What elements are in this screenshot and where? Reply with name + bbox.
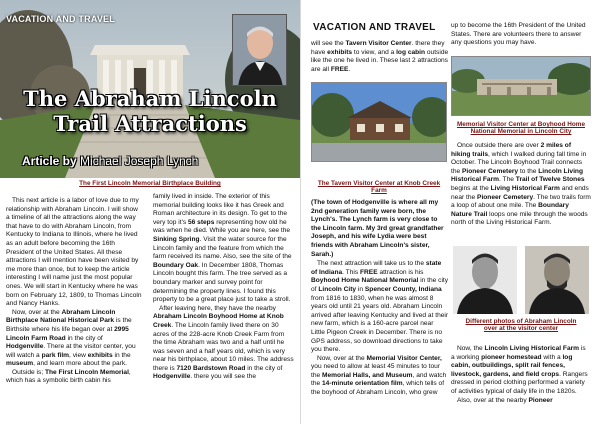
byline-author: Michael Joseph Lynch — [80, 154, 199, 168]
column-4 — [451, 22, 591, 48]
right-page — [300, 0, 600, 424]
hero-photo — [0, 0, 300, 178]
paragraph: Once outside there are over 2 miles of hiking trails, which I walked during fall time in October. The Lincoln Boyhood Trail connects the Pioneer Cemetery to the Lincoln Living Historical Farm. The Trail of Twelve Stones begins at the Living Historical Farm and ends near the Pioneer Cemetery. The two trails form a loop of about one mile. The Boundary Nature Trail loops one mile through the woods north of the Living Historical Farm. — [451, 142, 591, 227]
paragraph: Now, over at the Memorial Visitor Center, you need to allow at least 45 minutes to tour the Memorial Halls, and Museum, and watch the 14-minute orientation film, which tells of the boyhood of Abraham Lincoln, who grew — [311, 354, 447, 397]
paragraph: Outside is; The First Lincoln Memorial, which has a symbolic birth cabin his — [6, 368, 131, 385]
paragraph: The next attraction will take us to the state of Indiana. This FREE attraction is his Boyhood Home National Memorial in the city of Lincoln City in Spencer County, Indiana from 1816 to 1830, when he was almost 8 years old until 21 years old. Abraham Lincoln arrived after leaving Kentucky and lived at their new farm, which is a 160-acre parcel near Little Pigeon Creek in December. There is no GPS address, so download directions to take you there. — [311, 260, 449, 354]
title-line-1: The Abraham Lincoln — [23, 86, 277, 111]
section-tag: VACATION AND TRAVEL — [6, 14, 115, 24]
tavern-visitor-center-photo — [311, 82, 447, 162]
column-4-middle — [451, 142, 591, 228]
portraits-caption-line-2: over at the visitor center — [483, 325, 559, 332]
tavern-illustration — [312, 83, 447, 162]
column-1 — [6, 197, 142, 386]
memorial-center-illustration — [452, 57, 591, 116]
memorial-caption — [451, 121, 591, 135]
lincoln-portraits-photo — [451, 246, 591, 314]
lincoln-portraits-illustration — [451, 246, 591, 314]
memorial-visitor-center-photo — [451, 56, 591, 116]
paragraph: Now, over at the Abraham Lincoln Birthplace National Historical Park is the Birthsite where his life began over at 2995 Lincoln Farm Road in the city of Hodgenville. There at the visitor center, you will watch a park film, view exhibits in the museum, and learn more about the park. — [6, 308, 136, 368]
paragraph: family lived in inside. The exterior of this memorial building looks like it has Greek and Roman architecture in its design. To get to the very top it's 56 steps representing how old he was when he died. While you are here, see the Sinking Spring. Visit the water source for the Lincoln family and the feature from which the farm received its name. Also, see the site of the Boundary Oak. In December 1808, Thomas Lincoln bought this farm. The tree served as a boundary marker and survey point for determining the property lines. I found this property to be a great place just to take a stroll. — [153, 193, 292, 304]
author-photo — [232, 14, 287, 86]
hero-caption: The First Lincoln Memorial Birthplace Building — [79, 180, 221, 187]
author-portrait — [233, 15, 287, 86]
paragraph: Now, the Lincoln Living Historical Farm is a working pioneer homestead with a log cabin, outbuildings, split rail fences, livestock, gardens, and field crops. Rangers dressed in period clothing performed a variety of activities typical of daily life in the 1820s. — [451, 345, 588, 395]
memorial-caption-line-2: National Memorial in Lincoln City — [470, 128, 572, 135]
column-3-continued — [311, 199, 449, 398]
byline — [22, 154, 198, 168]
paragraph: will see the Tavern Visitor Center. there they have exhibits to view, and a log cabin outside like the one he lived in. These last 2 attractions are all FREE. — [311, 40, 449, 73]
paragraph: Also, over at the nearby Pioneer — [457, 396, 553, 404]
column-2 — [153, 193, 295, 382]
portraits-caption — [451, 318, 591, 332]
title-line-2: Trail Attractions — [53, 111, 247, 136]
right-section-heading: VACATION AND TRAVEL — [313, 22, 436, 33]
article-title — [0, 86, 300, 136]
byline-prefix: Article by — [22, 154, 77, 168]
paragraph: After leaving here, they have the nearby Abraham Lincoln Boyhood Home at Knob Creek. The Lincoln family lived there on 30 acres of the 228-acre Knob Creek Farm from the time Abraham was two and a half until he was seven and a half years old, which is very near his birthplace, about 10 miles. The address there is 7120 Bardstown Road in the city of Hodgenville. there you will see the — [153, 304, 294, 381]
paragraph: This next article is a labor of love due to my relationship with Abraham Lincoln. I will show a timeline of all the attractions along the way that have to do with Abraham Lincoln, from Kentucky to Indiana to Illinois, where he lived as an adult before becoming the 16th President of the United States. All these attractions I will mention have been visited by me more than once, but to keep the article interesting I will name just the most popular ones. We will start in Kentucky where he was born on February 12, 1809, to Thomas Lincoln and Nancy Hanks. — [6, 197, 142, 308]
paragraph: up to become the 16th President of the United States. There are volunteers there to answer any questions you may have. — [451, 22, 586, 47]
column-3 — [311, 40, 449, 77]
family-quote: (The town of Hodgenville is where all my 2nd generation family were born, the Lynch's. The Lynch farm is very close to the Lincoln farm. My 3rd great grandfather Joseph, and his wife Lydia were best friends with Abraham Lincoln's sister, Sarah.) — [311, 199, 444, 258]
portraits-caption-line-1: Different photos of Abraham Lincoln — [465, 318, 577, 325]
memorial-caption-line-1: Memorial Visitor Center at Boyhood Home — [456, 121, 586, 128]
column-4-bottom — [451, 345, 591, 405]
tavern-caption: The Tavern Visitor Center at Knob Creek Farm — [317, 180, 441, 194]
